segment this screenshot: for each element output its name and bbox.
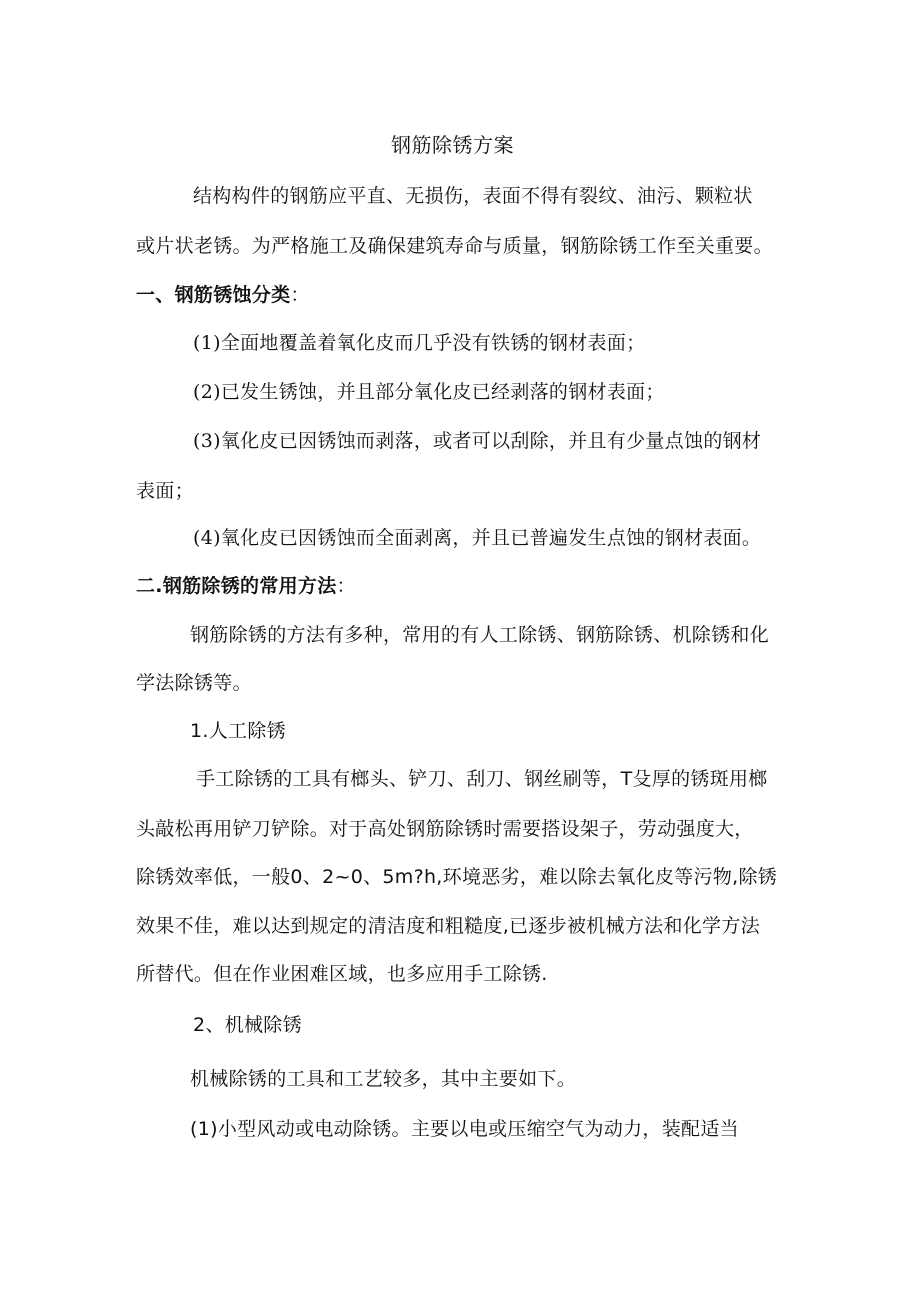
subsection-1-line-5: 所替代。但在作业困难区域，也多应用手工除锈. [136, 963, 548, 985]
subsection-1-line-1: 手工除锈的工具有榔头、铲刀、刮刀、钢丝刷等，T殳厚的锈斑用榔 [196, 768, 768, 790]
section-1-heading-colon: ： [290, 284, 310, 306]
section-1-item-4 [193, 525, 761, 551]
intro-line-1: 结构构件的钢筋应平直、无损伤，表面不得有裂纹、油污、颗粒状 [193, 185, 753, 207]
subsection-2-title: 2、机械除锈 [193, 1014, 302, 1036]
section-2-intro-line-1: 钢筋除锈的方法有多种，常用的有人工除锈、钢筋除锈、机除锈和化 [190, 624, 770, 646]
item-number: (3) [193, 430, 221, 452]
section-1-heading-text: 一、钢筋锈蚀分类 [136, 284, 291, 306]
subsection-1-line-3: 除锈效率低，一般0、2~0、5m?h,环境恶劣，难以除去氧化皮等污物,除锈 [136, 866, 778, 888]
section-1-item-3 [193, 428, 761, 454]
item-number: (4) [193, 527, 221, 549]
section-1-item-1 [193, 330, 645, 356]
item-number: (1) [193, 332, 221, 354]
section-2-heading-colon: ： [336, 575, 356, 597]
item-number: (2) [193, 381, 221, 403]
section-1-item-2 [193, 379, 665, 405]
item-text: 已发生锈蚀，并且部分氧化皮已经剥落的钢材表面； [220, 381, 665, 403]
item-text: 氧化皮已因锈蚀而全面剥离，并且已普遍发生点蚀的钢材表面。 [220, 527, 762, 549]
intro-line-2: 或片状老锈。为严格施工及确保建筑寿命与质量，钢筋除锈工作至关重要。 [136, 235, 773, 257]
subsection-1-line-2: 头敲松再用铲刀铲除。对于高处钢筋除锈时需要搭设架子，劳动强度大， [136, 818, 754, 840]
document-title: 钢筋除锈方案 [391, 133, 514, 157]
section-2-heading-text: 二.钢筋除锈的常用方法 [136, 575, 337, 597]
item-text: 全面地覆盖着氧化皮而几乎没有铁锈的钢材表面； [220, 332, 646, 354]
section-2-heading [136, 573, 356, 599]
item-text: 氧化皮已因锈蚀而剥落，或者可以刮除，并且有少量点蚀的钢材 [220, 430, 762, 452]
subsection-1-title: 1.人工除锈 [190, 720, 286, 742]
section-1-heading [136, 282, 310, 308]
subsection-2-item-1: (1)小型风动或电动除锈。主要以电或压缩空气为动力，装配适当 [190, 1118, 739, 1140]
subsection-2-intro: 机械除锈的工具和工艺较多，其中主要如下。 [190, 1068, 577, 1090]
subsection-1-line-4: 效果不佳，难以达到规定的清洁度和粗糙度,已逐步被机械方法和化学方法 [136, 915, 760, 937]
section-1-item-3-continued: 表面； [136, 480, 194, 502]
section-2-intro-line-2: 学法除锈等。 [136, 672, 252, 694]
